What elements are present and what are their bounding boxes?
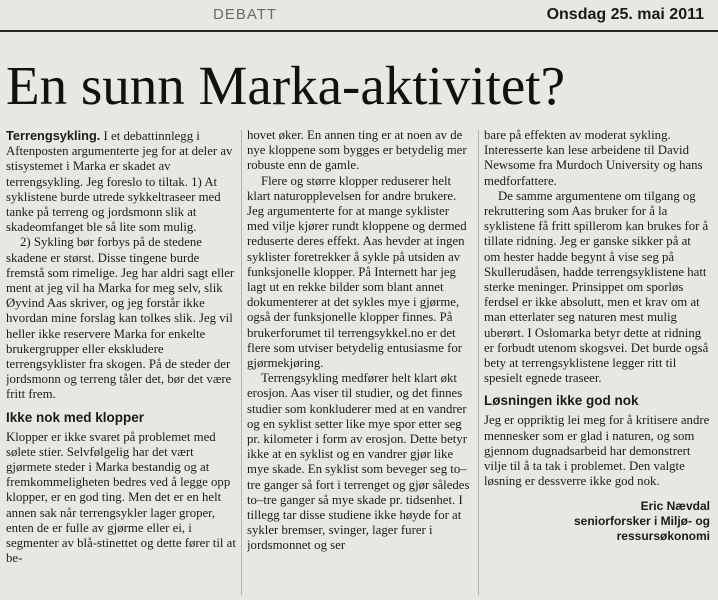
paragraph: bare på effekten av moderat sykling. Interesserte kan lese arbeidene til David Newsome fra Murdoch University og hans medforfattere. — [484, 128, 703, 188]
author-name: Eric Nævdal — [640, 499, 710, 514]
paragraph: Jeg er oppriktig lei meg for å kritisere andre mennesker som er glad i naturen, og som gjennom dugnadsarbeid har demonstrert vilje til å ta tak i problemet. Den valgte løsning er dessverre ikke god nok. — [484, 413, 710, 489]
paragraph-text: I et debattinnlegg i Aftenposten argumenterte jeg for at deler av stisystemet i Marka er skadet av terrengsykling. Jeg foreslo to tiltak. 1) At syklistene burde utrede sykkeltraseer med tanke på terreng og jordsmonn slik at skadeomfanget ble så lite som mulig. — [6, 129, 233, 235]
paragraph — [6, 128, 236, 235]
header-divider — [0, 30, 718, 32]
issue-date: Onsdag 25. mai 2011 — [546, 6, 704, 23]
author-title: seniorforsker i Miljø- og — [573, 514, 710, 529]
author-title: ressursøkonomi — [616, 529, 710, 544]
article-column-1 — [6, 128, 236, 598]
subheading: Ikke nok med klopper — [6, 409, 145, 425]
paragraph: De samme argumentene om tilgang og rekruttering som Aas bruker for å la syklistene få fritt spillerom kan brukes for å tillate ridning. Jeg er ganske sikker på at om hester hadde begynt å vise seg på Skullerudåsen, hadde terrengsyklistene hatt sterke meninger. Prinsippet om sporløs ferdsel er ikke absolutt, men et krav om at man etterlater seg naturen mest mulig uberørt. I Oslomarka betyr dette at ridning er forbudt utenom skogsvei. Det burde også bety at terrengsyklistene legger ritt til spesielt egnede traseer. — [484, 188, 709, 386]
column-divider — [241, 130, 242, 595]
column-divider — [478, 130, 479, 595]
paragraph: Flere og større klopper reduserer helt klart naturopplevelsen for andre brukere. Jeg argumenterte for at mange syklister med vilje kjører rundt kloppene og dermed reduserte deres effekt. Aas hevder at ingen syklister foretrekker å sykle på utsiden av funksjonelle klopper. På Internett har jeg lagt ut en rekke bilder som blant annet dokumenterer at det sykles mye i gjørme, også der funksjonelle klopper finnes. På brukerforumet til terrengsykkel.no er det flere som utviser betydelig entusiasme for gjørmekjøring. — [247, 173, 467, 371]
page-header — [0, 0, 718, 30]
author-signature — [484, 499, 710, 544]
paragraph: Terrengsykling medfører helt klart økt erosjon. Aas viser til studier, og det finnes studier som konkluderer med at en vandrer og en syklist setter like mye spor etter seg pr. kilometer i form av erosjon. Dette betyr ikke at en syklist og en vandrer gjør like mye skade. En syklist som beveger seg to–tre ganger så fort i terrenget og gjør således to–tre ganger så mye skade pr. tidsenhet. I tillegg tar disse studiene ikke høyde for at sykler bremser, svinger, lager furer i jordsmonnet og ser — [247, 371, 470, 553]
paragraph: Klopper er ikke svaret på problemet med sølete stier. Selvfølgelig har det vært gjørmete steder i Marka bestandig og at fremkommeligheten bedres ved å legge opp klopper, er en god ting. Men det er en helt annen sak når terrengsykler lager groper, enten de er fulle av gjørme eller ei, i segmenter av blå-stinettet og dette fører til at be- — [6, 429, 236, 566]
lead-keyword: Terrengsykling. — [6, 128, 101, 143]
paragraph: 2) Sykling bør forbys på de stedene skadene er størst. Disse tingene burde fremstå som rimelige. Jeg har aldri sagt eller ment at jeg vil ha Marka for meg selv, slik Øyvind Aas skriver, og jeg forstår ikke hvordan mine forslag kan tolkes slik. Jeg vil heller ikke reservere Marka for enkelte brukergrupper eller ekskludere terrengsyklister fra skogen. På de steder der jordsmonn og terreng tåler det, bør det være fritt frem. — [6, 235, 235, 402]
paragraph: hovet øker. En annen ting er at noen av de nye kloppene som bygges er betydelig mer robuste enn de gamle. — [247, 128, 467, 173]
article-column-2 — [247, 128, 473, 598]
section-label: DEBATT — [213, 6, 278, 23]
article-column-3 — [484, 128, 710, 598]
subheading: Løsningen ikke god nok — [484, 393, 639, 409]
article-headline: En sunn Marka-aktivitet? — [6, 55, 565, 116]
